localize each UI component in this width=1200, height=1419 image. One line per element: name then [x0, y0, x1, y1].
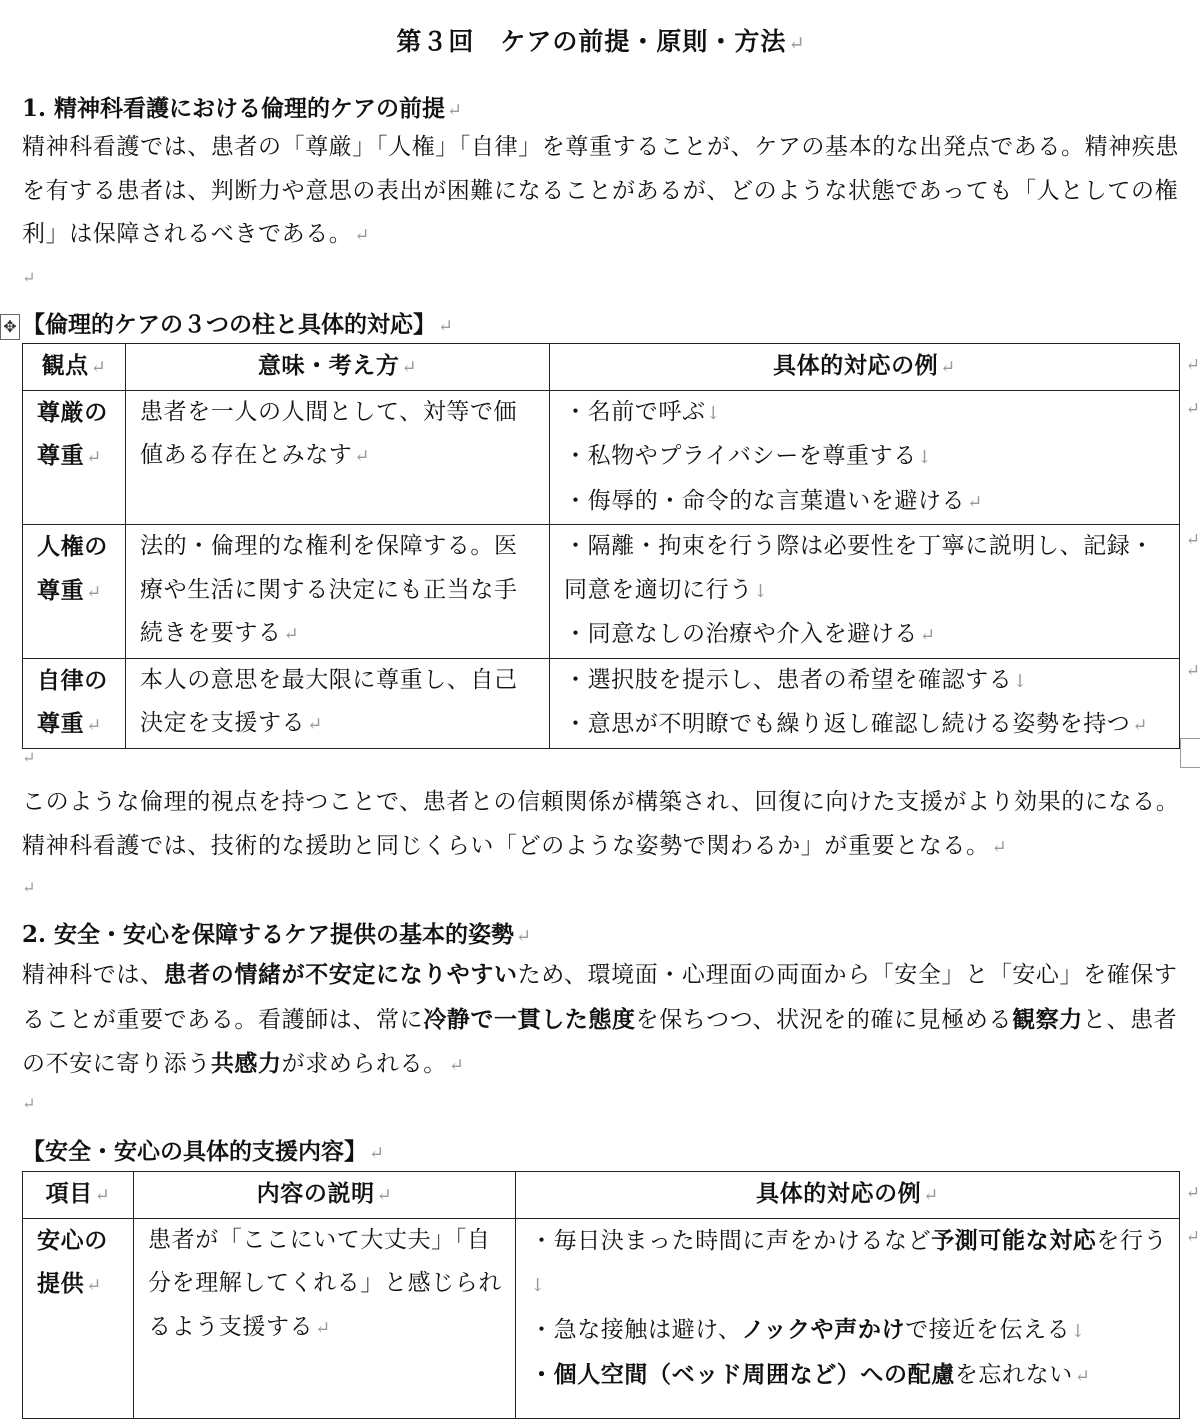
example-item: ・急な接触は避け、ノックや声かけで接近を伝える↓: [530, 1315, 1086, 1343]
row-end-mark: ↵: [1185, 530, 1200, 550]
aspect-cell: 尊厳の尊重 ↵: [23, 390, 126, 525]
example-item: ・侮辱的・命令的な言葉遣いを避ける ↵: [564, 487, 983, 514]
empty-paragraph: ↵: [22, 1094, 36, 1113]
example-item: ・意思が不明瞭でも繰り返し確認し続ける姿勢を持つ ↵: [564, 711, 1149, 737]
table2-caption: 【安全・安心の具体的支援内容】 ↵: [22, 1138, 385, 1165]
header-examples: 具体的対応の例 ↵: [516, 1172, 1180, 1219]
examples-cell: [550, 390, 1180, 525]
empty-paragraph: ↵: [22, 268, 36, 287]
empty-paragraph: ↵: [22, 878, 36, 897]
section1-closing-paragraph: このような倫理的視点を持つことで、患者との信頼関係が構築され、回復に向けた支援がより効果的になる。精神科看護では、技術的な援助と同じくらい「どのような姿勢で関わるか」が重要となる。 ↵: [22, 789, 1180, 859]
ethical-care-table: [22, 343, 1180, 749]
table-row: [23, 658, 1180, 748]
header-meaning: 意味・考え方 ↵: [126, 344, 550, 391]
header-examples: 具体的対応の例 ↵: [550, 344, 1180, 391]
section1-paragraph: 精神科看護では、患者の「尊厳」「人権」「自律」を尊重することが、ケアの基本的な出発点である。精神疾患を有する患者は、判断力や意思の表出が困難になることがあるが、どのような状態であっても「人としての権利」は保障されるべきである。 ↵: [22, 134, 1179, 247]
section2-paragraph: 精神科では、患者の情緒が不安定になりやすいため、環境面・心理面の両面から「安全」と「安心」を確保することが重要である。看護師は、常に冷静で一貫した態度を保ちつつ、状況を的確に見極める観察力と、患者の不安に寄り添う共感力が求められる。 ↵: [22, 961, 1178, 1077]
example-item: ・名前で呼ぶ↓: [564, 398, 722, 425]
aspect-cell: 自律の尊重 ↵: [23, 658, 126, 748]
meaning-cell: 患者を一人の人間として、対等で価値ある存在とみなす ↵: [126, 390, 550, 525]
aspect-cell: 人権の尊重 ↵: [23, 525, 126, 659]
example-item: ・私物やプライバシーを尊重する↓: [564, 443, 933, 469]
examples-cell: [550, 658, 1180, 748]
row-end-mark: ↵: [1185, 355, 1200, 375]
example-item: ・個人空間（ベッド周囲など）への配慮を忘れない ↵: [530, 1361, 1091, 1388]
table-move-handle-icon[interactable]: ✥: [0, 314, 20, 340]
table-header-row: [23, 344, 1180, 391]
example-item: ・選択肢を提示し、患者の希望を確認する↓: [564, 666, 1029, 693]
row-end-mark: ↵: [1185, 1183, 1200, 1203]
example-item: ・隔離・拘束を行う際は必要性を丁寧に説明し、記録・同意を適切に行う↓: [564, 533, 1154, 603]
row-end-mark: ↵: [1185, 661, 1200, 681]
example-item: ・毎日決まった時間に声をかけるなど予測可能な対応を行う↓: [530, 1226, 1168, 1296]
table-header-row: [23, 1172, 1180, 1219]
examples-cell: [550, 525, 1180, 659]
section1-heading: 1. 精神科看護における倫理的ケアの前提 ↵: [22, 95, 463, 122]
header-item: 項目 ↵: [23, 1172, 134, 1219]
table-resize-handle[interactable]: [1180, 738, 1200, 768]
empty-paragraph: ↵: [22, 748, 36, 767]
row-end-mark: ↵: [1185, 1227, 1200, 1247]
row-end-mark: ↵: [1185, 399, 1200, 419]
examples-cell: [516, 1218, 1180, 1418]
header-aspect: 観点 ↵: [23, 344, 126, 391]
example-item: ・同意なしの治療や介入を避ける ↵: [564, 621, 936, 647]
header-description: 内容の説明 ↵: [134, 1172, 516, 1219]
item-cell: 安心の提供 ↵: [23, 1218, 134, 1418]
table-row: [23, 1218, 1180, 1418]
meaning-cell: 本人の意思を最大限に尊重し、自己決定を支援する ↵: [126, 658, 550, 748]
table-row: [23, 525, 1180, 659]
description-cell: 患者が「ここにいて大丈夫」「自分を理解してくれる」と感じられるよう支援する ↵: [134, 1218, 516, 1418]
table1-caption: 【倫理的ケアの３つの柱と具体的対応】 ↵: [22, 311, 454, 338]
table-row: [23, 390, 1180, 525]
safety-support-table: [22, 1171, 1180, 1419]
meaning-cell: 法的・倫理的な権利を保障する。医療や生活に関する決定にも正当な手続きを要する ↵: [126, 525, 550, 659]
section2-heading: 2. 安全・安心を保障するケア提供の基本的姿勢 ↵: [22, 921, 532, 948]
document-title: 第３回 ケアの前提・原則・方法 ↵: [396, 27, 806, 56]
